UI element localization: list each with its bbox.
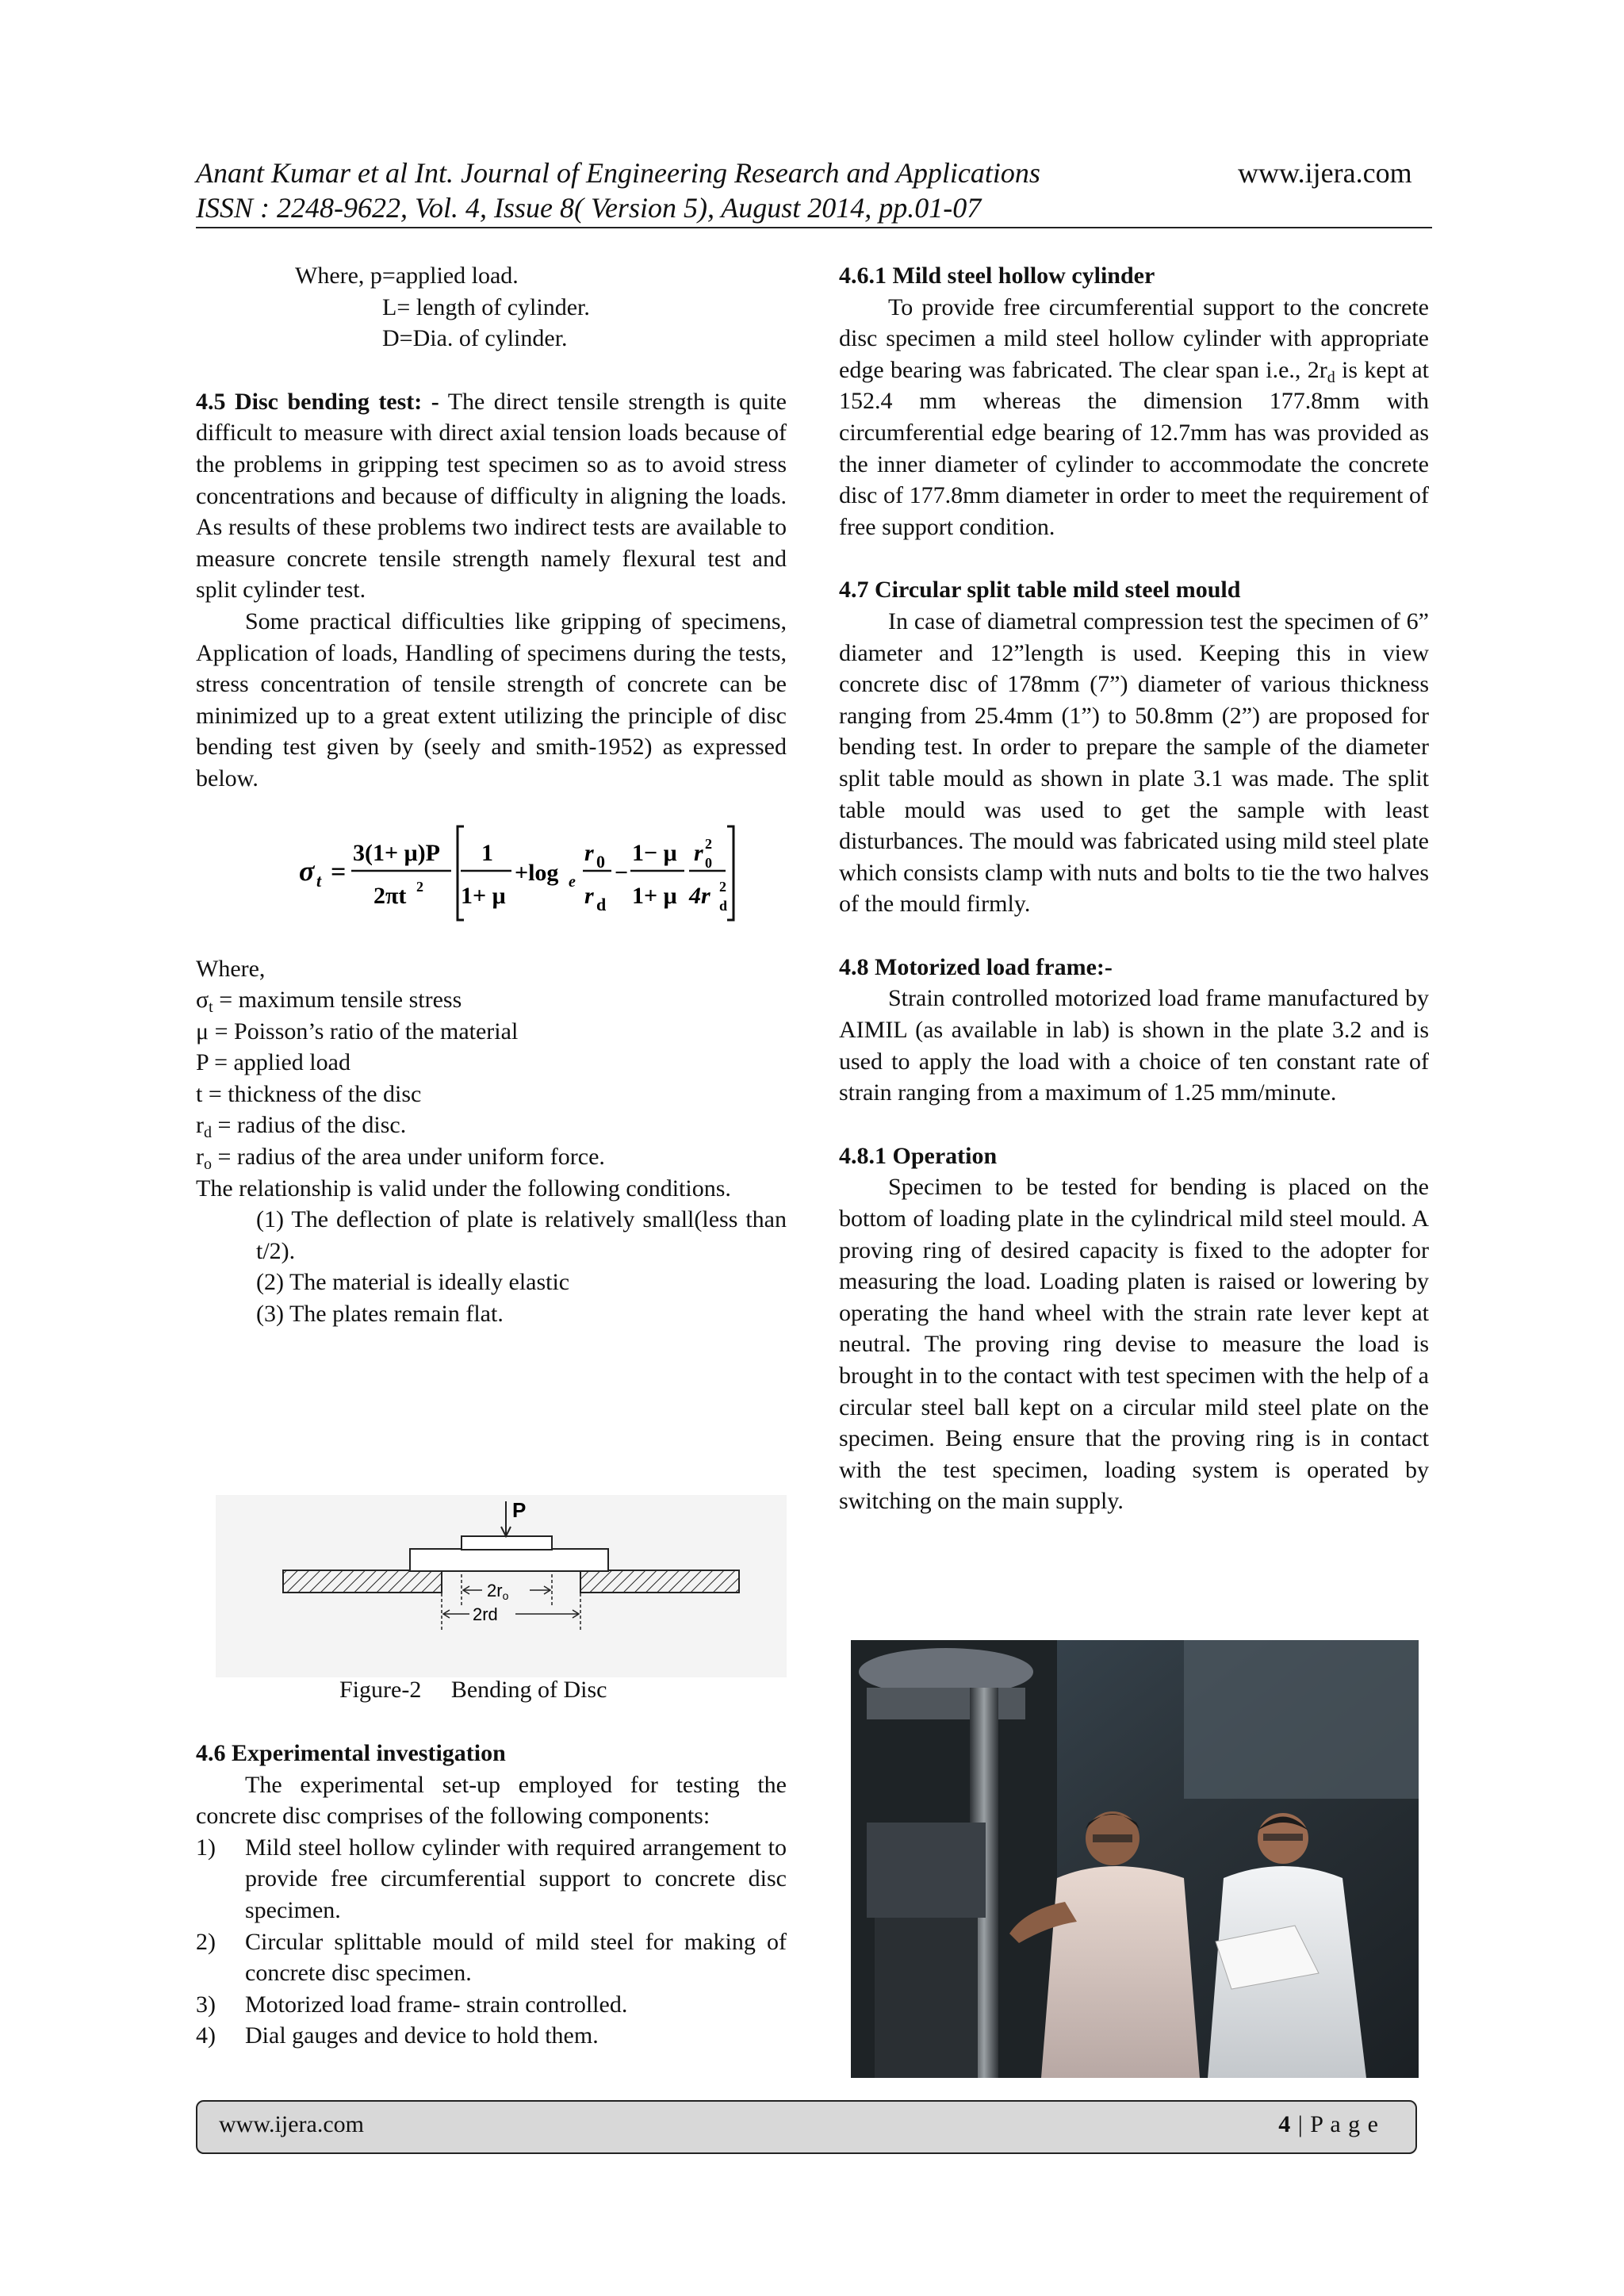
label-2ro: 2ro: [487, 1581, 509, 1602]
bending-of-disc-figure: [216, 1495, 787, 1677]
label-2rd: 2rd: [473, 1604, 498, 1624]
section-4-7-body: In case of diametral compression test the specimen of 6” diameter and 12”length is used. Keeping this in view concrete disc of 178mm (7”) diameter of various thickness ranging from 25.4mm (1”) to 50.8mm (2”) are proposed for bending test. In order to prepare the sample of the diameter split table mould as shown in plate 3.1 was made. The split table mould was used to get the sample with least disturbances. The mould was fabricated using mild steel plate which consists clamp with nuts and bolts to tie the two halves of the mould firmly.: [839, 608, 1429, 918]
list-item: 2) Circular splittable mould of mild steel for making of concrete disc specimen.: [196, 1928, 787, 1987]
footer-website: www.ijera.com: [219, 2111, 364, 2137]
formula-den2: 1+ μ: [461, 882, 506, 909]
label-P: P: [512, 1498, 527, 1522]
where-intro: Where, p=applied load.: [295, 263, 519, 289]
header-rule: [196, 227, 1432, 228]
formula-den4: 4r: [689, 882, 710, 909]
def-sigma: $\sigma_t$ = maximum tensile stress: [196, 987, 462, 1017]
figure-caption: Figure-2 Bending of Disc: [339, 1677, 607, 1703]
formula-sub-e: e: [569, 872, 576, 891]
list-item: 3) Motorized load frame- strain controlled.: [196, 1991, 628, 2018]
right-column: [839, 260, 1429, 1517]
component-list: [196, 1832, 787, 2052]
def-t: t = thickness of the disc: [196, 1080, 422, 1107]
condition-2: (2) The material is ideally elastic: [256, 1269, 570, 1296]
issn-line: ISSN : 2248-9622, Vol. 4, Issue 8( Version 5), August 2014, pp.01-07: [196, 192, 982, 224]
formula-num1: 3(1+ μ)P: [353, 839, 440, 866]
formula-plus-log: +log: [515, 859, 559, 886]
section-4-8-heading: 4.8 Motorized load frame:-: [839, 953, 1113, 980]
def-ro: $r_o$ = radius of the area under uniform force.: [196, 1144, 605, 1174]
formula-den4-exp: 2: [719, 878, 726, 895]
condition-3: (3) The plates remain flat.: [256, 1301, 504, 1328]
section-4-6: [196, 1738, 787, 2052]
where-2: Where,: [196, 955, 266, 982]
disc-plate: [410, 1549, 608, 1571]
section-4-5-para2: Some practical difficulties like gripping of specimens, Application of loads, Handling of specimens during the tests, stress concentration of tensile strength of concrete can be minimized up to a great extent utilizing the principle of disc bending test given by (seely and smith-1952) as expressed below.: [196, 608, 787, 792]
page-footer: [196, 2100, 1417, 2154]
condition-1: (1) The deflection of plate is relatively small(less than t/2).: [256, 1206, 787, 1264]
formula-num4-exp: 2: [705, 835, 712, 852]
disc-bending-formula: [196, 795, 787, 953]
def-mu: μ = Poisson’s ratio of the material: [196, 1018, 519, 1045]
right-support: [580, 1570, 739, 1593]
formula-den3: 1+ μ: [632, 882, 677, 909]
formula-den4-sub: d: [719, 897, 728, 914]
left-support: [283, 1570, 442, 1593]
section-4-6-body: The experimental set-up employed for testing the concrete disc comprises of the following components:: [196, 1771, 787, 1830]
relationship-text: The relationship is valid under the following conditions.: [196, 1175, 731, 1202]
section-4-8-1-body: Specimen to be tested for bending is placed on the bottom of loading plate in the cylindrical mild steel mould. A proving ring of desired capacity is fixed to the adopter for measuring the load. Loading platen is raised or lowering by operating the hand wheel with the strain rate lever kept at neutral. The proving ring devise to measure the load is brought in to the contact with test specimen with the help of a circular steel ball kept on a circular mild steel plate on the specimen. Being ensure that the proving ring is in contact with the test specimen, loading system is operated by switching on the main supply.: [839, 1174, 1429, 1515]
formula-minus: −: [615, 859, 629, 886]
page-number: 4 | P a g e: [1278, 2111, 1379, 2137]
section-4-6-1-body: To provide free circumferential support to the concrete disc specimen a mild steel hollow cylinder with appropriate edge bearing was fabricated. The clear span i.e., $2r_d$ is kept at 152.4 mm whereas the dimension 177.8mm with circumferential edge bearing of 12.7mm has was provided as the inner diameter of cylinder to accommodate the concrete disc of 177.8mm diameter in order to meet the requirement of free support condition.: [839, 293, 1430, 540]
def-P: P = applied load: [196, 1049, 350, 1076]
formula-sigma: σ: [299, 854, 315, 887]
formula-den1: 2πt: [373, 882, 407, 909]
def-L: L= length of cylinder.: [382, 293, 590, 320]
section-4-6-1-heading: 4.6.1 Mild steel hollow cylinder: [839, 263, 1155, 289]
formula-rd: r: [584, 882, 594, 909]
formula-equals: =: [331, 857, 347, 887]
formula-num3: 1− μ: [632, 839, 677, 866]
section-4-5-heading: 4.5 Disc bending test: -: [196, 388, 439, 415]
def-rd: $r_d$ = radius of the disc.: [196, 1112, 407, 1142]
formula-num4-sub: 0: [705, 854, 712, 871]
section-4-6-heading: 4.6 Experimental investigation: [196, 1740, 506, 1766]
formula-sub0: 0: [596, 851, 605, 872]
formula-exp2: 2: [416, 878, 423, 895]
formula-sub-t: t: [316, 870, 322, 891]
section-4-5-body: The direct tensile strength is quite difficult to measure with direct axial tension loads because of the problems in gripping test specimen so as to avoid stress concentrations and because of difficulty in aligning the loads. As results of these problems two indirect tests are available to measure concrete tensile strength namely flexural test and split cylinder test.: [196, 388, 787, 604]
formula-num4: r: [694, 839, 703, 866]
header-website: www.ijera.com: [1238, 157, 1412, 189]
journal-title: Anant Kumar et al Int. Journal of Engineering Research and Applications: [196, 157, 1040, 189]
formula-block: [196, 795, 787, 953]
def-D: D=Dia. of cylinder.: [382, 325, 568, 352]
formula-r0: r: [584, 839, 594, 866]
section-4-7-heading: 4.7 Circular split table mild steel mould: [839, 577, 1241, 604]
formula-subd: d: [596, 894, 607, 914]
section-4-8-1-heading: 4.8.1 Operation: [839, 1142, 998, 1169]
left-column: [196, 260, 787, 1330]
loading-block: [462, 1536, 552, 1550]
list-item: 1) Mild steel hollow cylinder with required arrangement to provide free circumferential support to concrete disc specimen.: [196, 1834, 787, 1923]
load-frame-photo: [851, 1640, 1419, 2078]
list-item: 4) Dial gauges and device to hold them.: [196, 2022, 599, 2049]
formula-one: 1: [481, 839, 493, 866]
section-4-5: [196, 386, 787, 606]
section-4-8-body: Strain controlled motorized load frame manufactured by AIMIL (as available in lab) is shown in the plate 3.2 and is used to apply the load with a choice of ten constant rate of strain ranging from a maximum of 1.25 mm/minute.: [839, 985, 1429, 1106]
